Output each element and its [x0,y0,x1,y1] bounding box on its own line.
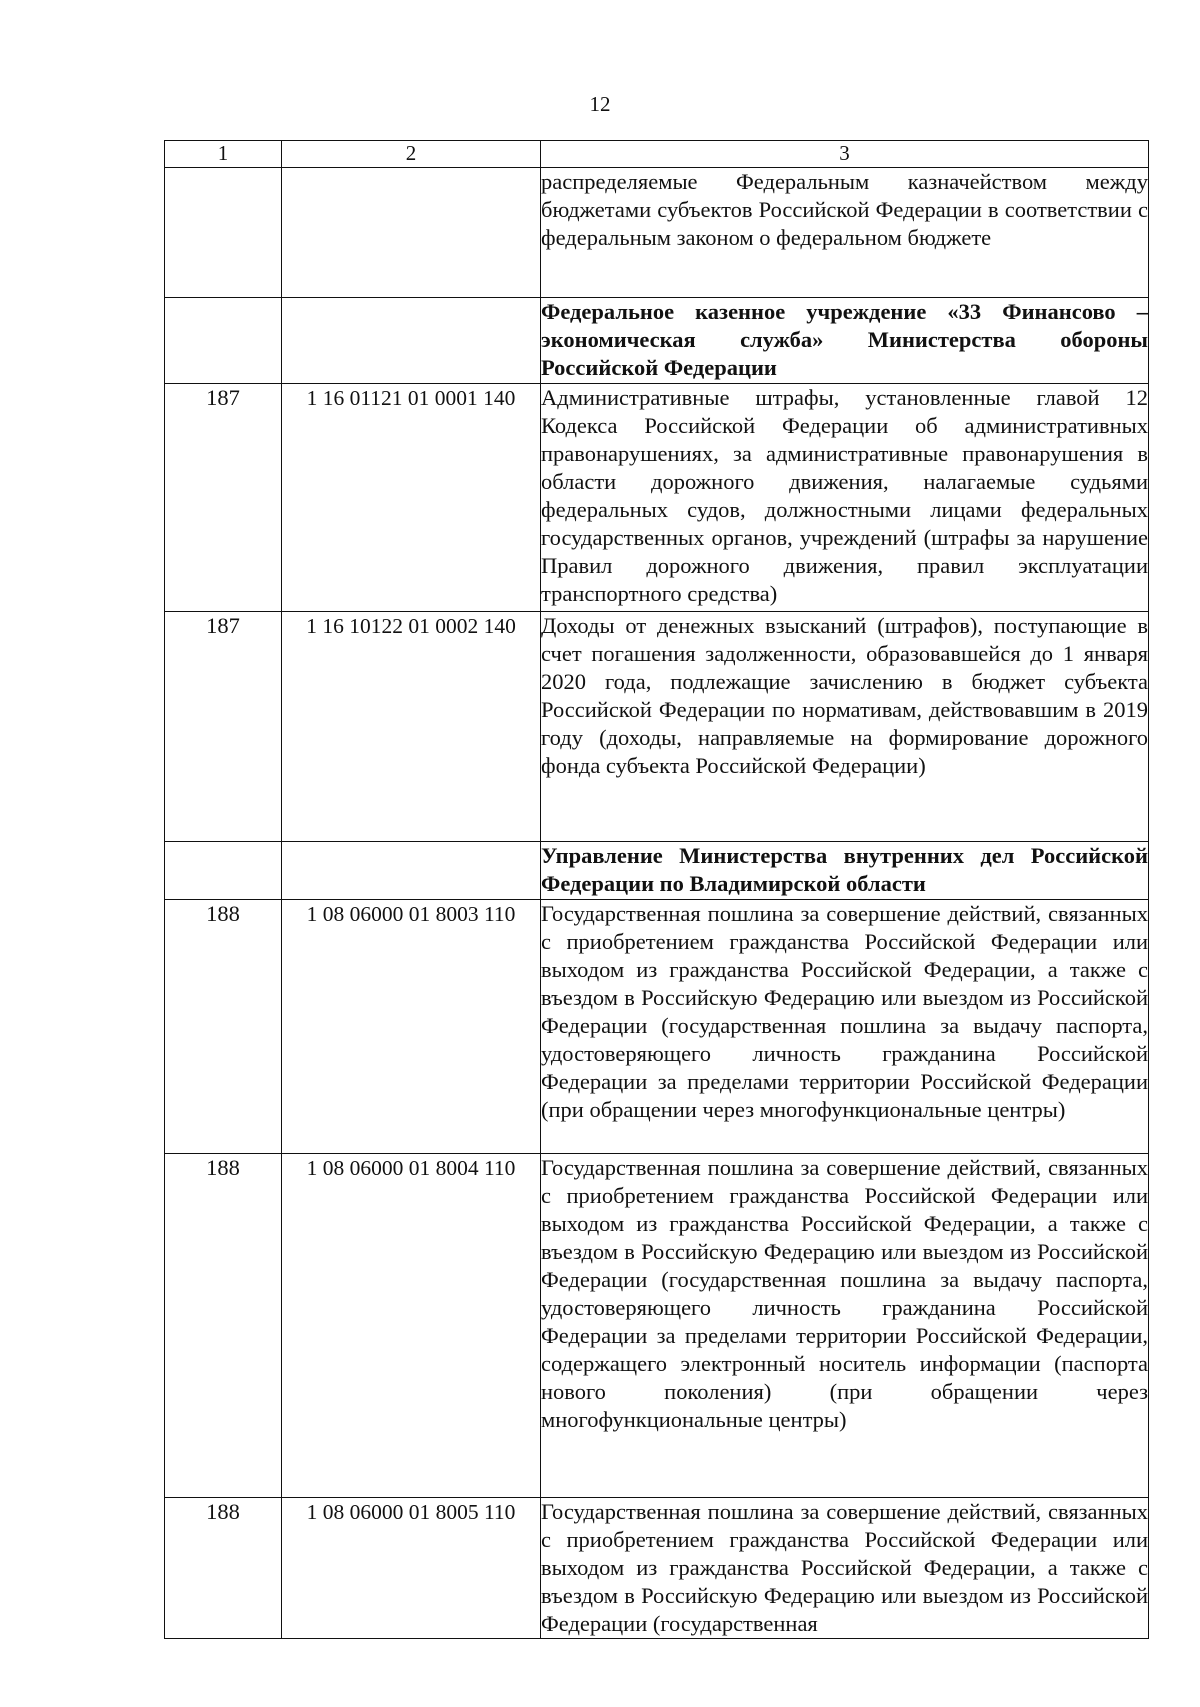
revenue-code-cell [282,298,541,384]
table-row [165,900,1149,1154]
revenue-code-cell [282,168,541,298]
revenue-code-cell: 1 08 06000 01 8005 110 [282,1498,541,1639]
revenue-code-cell: 1 16 01121 01 0001 140 [282,384,541,612]
admin-code-cell: 188 [165,1498,282,1639]
table-row [165,1498,1149,1639]
column-header-3: 3 [541,141,1149,168]
admin-code-cell [165,842,282,900]
revenue-code-cell: 1 08 06000 01 8004 110 [282,1154,541,1498]
table-row [165,612,1149,842]
admin-code-cell: 188 [165,900,282,1154]
table-row [165,384,1149,612]
budget-classification-table [164,140,1149,1639]
table-header-row [165,141,1149,168]
description-cell: Административные штрафы, установленные главой 12 Кодекса Российской Федерации об административных правонарушениях, за административные правонарушения в области дорожного движения, налагаемые судьями федеральных судов, должностными лицами федеральных государственных органов, учреждений (штрафы за нарушение Правил дорожного движения, правил эксплуатации транспортного средства) [541,384,1149,612]
admin-code-cell: 187 [165,612,282,842]
table-row-section-header [165,842,1149,900]
admin-code-cell [165,168,282,298]
column-header-1: 1 [165,141,282,168]
page-number: 12 [589,92,611,116]
table-row [165,1154,1149,1498]
section-title-cell: Федеральное казенное учреждение «33 Финансово – экономическая служба» Министерства обороны Российской Федерации [541,298,1149,384]
table-row [165,168,1149,298]
revenue-code-cell: 1 16 10122 01 0002 140 [282,612,541,842]
section-title-cell: Управление Министерства внутренних дел Российской Федерации по Владимирской области [541,842,1149,900]
admin-code-cell: 188 [165,1154,282,1498]
description-cell: Государственная пошлина за совершение действий, связанных с приобретением гражданства Российской Федерации или выходом из гражданства Российской Федерации, а также с въездом в Российскую Федерацию или выездом из Российской Федерации (государственная пошлина за выдачу паспорта, удостоверяющего личность гражданина Российской Федерации за пределами территории Российской Федерации (при обращении через многофункциональные центры) [541,900,1149,1154]
column-header-2: 2 [282,141,541,168]
admin-code-cell [165,298,282,384]
admin-code-cell: 187 [165,384,282,612]
revenue-code-cell [282,842,541,900]
description-cell: распределяемые Федеральным казначейством между бюджетами субъектов Российской Федерации в соответствии с федеральным законом о федеральном бюджете [541,168,1149,298]
table-row-section-header [165,298,1149,384]
description-cell: Доходы от денежных взысканий (штрафов), поступающие в счет погашения задолженности, образовавшейся до 1 января 2020 года, подлежащие зачислению в бюджет субъекта Российской Федерации по нормативам, действовавшим в 2019 году (доходы, направляемые на формирование дорожного фонда субъекта Российской Федерации) [541,612,1149,842]
description-cell: Государственная пошлина за совершение действий, связанных с приобретением гражданства Российской Федерации или выходом из гражданства Российской Федерации, а также с въездом в Российскую Федерацию или выездом из Российской Федерации (государственная пошлина за выдачу паспорта, удостоверяющего личность гражданина Российской Федерации за пределами территории Российской Федерации, содержащего электронный носитель информации (паспорта нового поколения) (при обращении через многофункциональные центры) [541,1154,1149,1498]
description-cell: Государственная пошлина за совершение действий, связанных с приобретением гражданства Российской Федерации или выходом из гражданства Российской Федерации, а также с въездом в Российскую Федерацию или выездом из Российской Федерации (государственная [541,1498,1149,1639]
revenue-code-cell: 1 08 06000 01 8003 110 [282,900,541,1154]
